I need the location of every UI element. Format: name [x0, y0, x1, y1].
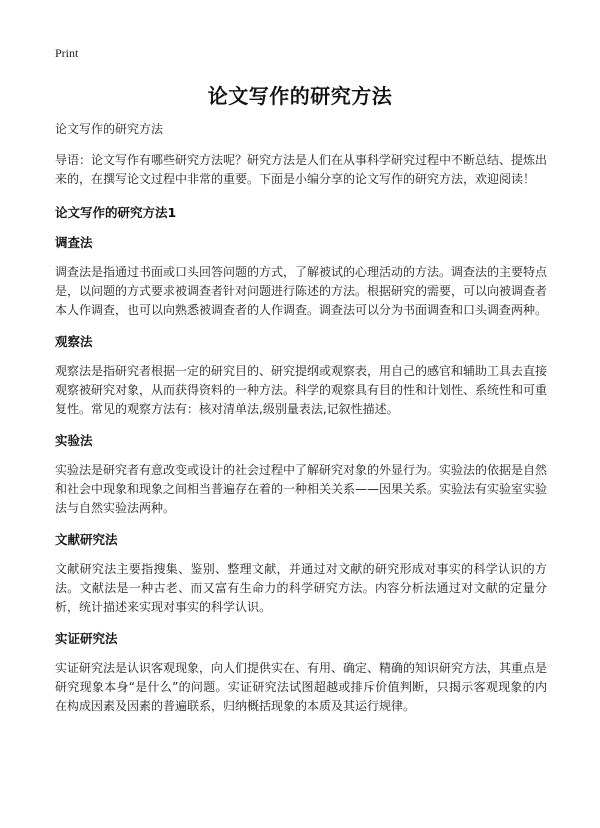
section-heading-observation: 观察法 — [55, 334, 93, 349]
page-title: 论文写作的研究方法 — [207, 84, 393, 108]
section-heading-survey: 调查法 — [55, 235, 93, 250]
section-body-observation: 观察法是指研究者根据一定的研究目的、研究提纲或观察表，用自己的感官和辅助工具去直接观察被研究对象，从而获得资料的一种方法。科学的观察具有目的性和计划性、系统性和可重复性。常见的观察方法有：核对清单法,级别量表法,记叙性描述。 — [55, 364, 548, 416]
section-heading-literature: 文献研究法 — [55, 532, 118, 547]
main-section-heading: 论文写作的研究方法1 — [55, 205, 177, 220]
section-body-empirical: 实证研究法是认识客观现象，向人们提供实在、有用、确定、精确的知识研究方法，其重点是研究现象本身“是什么”的问题。实证研究法试图超越或排斥价值判断，只揭示客观现象的内在构成因素及因素的普遍联系，归纳概括现象的本质及其运行规律。 — [55, 661, 548, 713]
document-subtitle: 论文写作的研究方法 — [55, 122, 164, 136]
section-body-survey: 调查法是指通过书面或口头回答问题的方式，了解被试的心理活动的方法。调查法的主要特点是，以问题的方式要求被调查者针对问题进行陈述的方法。根据研究的需要，可以向被调查者本人作调查，也可以向熟悉被调查者的人作调查。调查法可以分为书面调查和口头调查两种。 — [55, 265, 548, 317]
section-heading-experiment: 实验法 — [55, 433, 93, 448]
section-body-literature: 文献研究法主要指搜集、鉴别、整理文献，并通过对文献的研究形成对事实的科学认识的方法。文献法是一种古老、而又富有生命力的科学研究方法。内容分析法通过对文献的定量分析，统计描述来实现对事实的科学认识。 — [55, 562, 547, 614]
section-body-experiment: 实验法是研究者有意改变或设计的社会过程中了解研究对象的外显行为。实验法的依据是自然和社会中现象和现象之间相当普遍存在着的一种相关关系——因果关系。实验法有实验室实验法与自然实验法两种。 — [55, 463, 548, 515]
print-label: Print — [55, 46, 79, 60]
intro-paragraph: 导语：论文写作有哪些研究方法呢？研究方法是人们在从事科学研究过程中不断总结、提炼出来的，在撰写论文过程中非常的重要。下面是小编分享的论文写作的研究方法，欢迎阅读！ — [55, 153, 548, 186]
section-heading-empirical: 实证研究法 — [55, 631, 118, 646]
document-content — [55, 151, 547, 728]
